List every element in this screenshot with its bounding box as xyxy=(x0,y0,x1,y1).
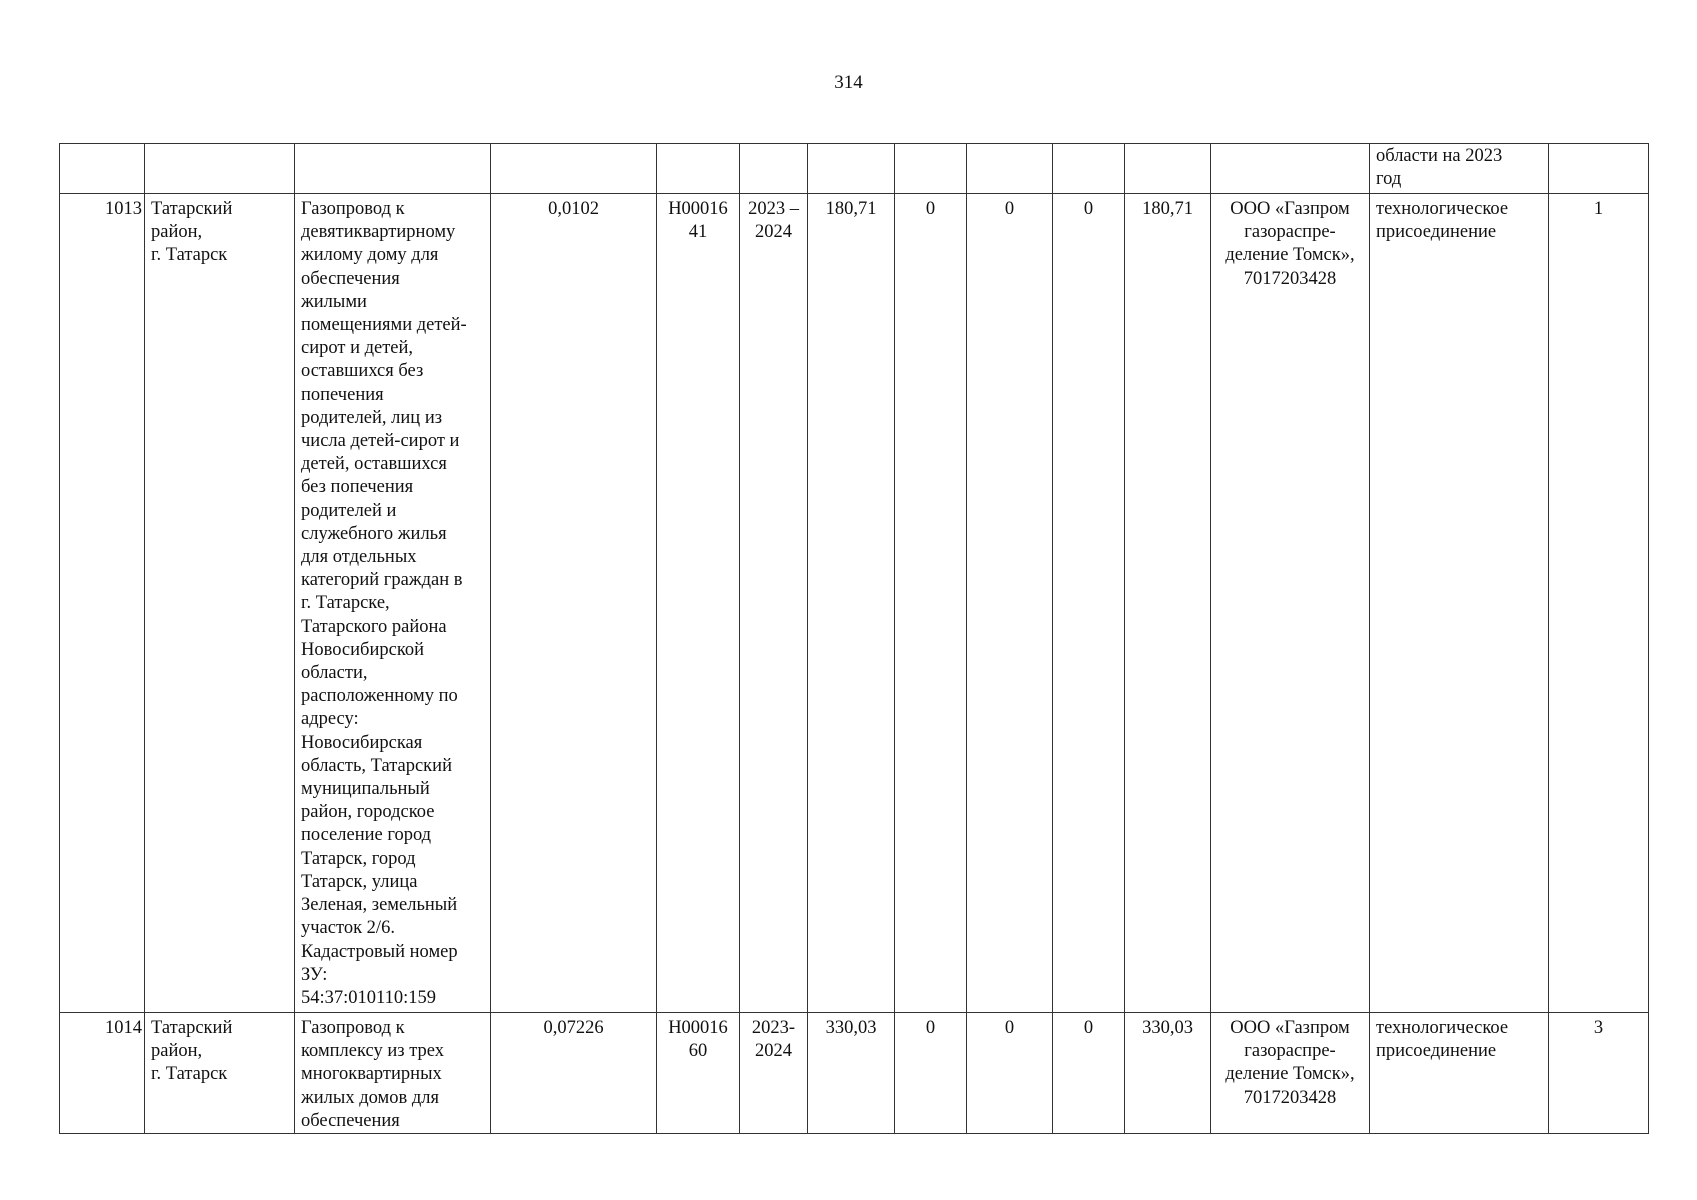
cell-period: 2023 – 2024 xyxy=(740,194,808,1013)
cell-total: 180,71 xyxy=(808,194,895,1013)
cell-basis: технологическое присоединение xyxy=(1370,194,1549,1013)
cell-empty xyxy=(967,144,1053,194)
cell-empty xyxy=(145,144,295,194)
cell-value: 0 xyxy=(1053,194,1125,1013)
cell-empty xyxy=(1053,144,1125,194)
cell-value: 0 xyxy=(967,194,1053,1013)
cell-object: Газопровод к девятиквартирному жилому дому для обеспечения жилыми помещениями детей- сирот и детей, оставшихся без попечения родителей, лиц из числа детей-сирот и детей, оставшихся без попечения родителей и служебного жилья для отдельных категорий граждан в г. Татарске, Татарского района Новосибирской области, расположенному по адресу: Новосибирская область, Татарский муниципальный район, городское поселение город Татарск, город Татарск, улица Зеленая, земельный участок 2/6. Кадастровый номер ЗУ: 54:37:010110:159 xyxy=(295,194,491,1013)
cell-code: Н00016 41 xyxy=(657,194,740,1013)
cell-object: Газопровод к комплексу из трех многоквартирных жилых домов для обеспечения xyxy=(295,1013,491,1134)
cell-total: 330,03 xyxy=(808,1013,895,1134)
cell-length: 0,07226 xyxy=(491,1013,657,1134)
cell-empty xyxy=(1549,144,1649,194)
cell-value: 0 xyxy=(895,194,967,1013)
cell-empty xyxy=(60,144,145,194)
cell-basis: технологическое присоединение xyxy=(1370,1013,1549,1134)
cell-value: 0 xyxy=(967,1013,1053,1134)
cell-district: Татарский район, г. Татарск xyxy=(145,1013,295,1134)
page-number: 314 xyxy=(834,72,863,93)
cell-value: 0 xyxy=(895,1013,967,1134)
cell-last: 3 xyxy=(1549,1013,1649,1134)
cell-value: 180,71 xyxy=(1125,194,1211,1013)
table-row xyxy=(60,194,1649,1013)
cell-empty xyxy=(808,144,895,194)
cell-last: 1 xyxy=(1549,194,1649,1013)
cell-code: Н00016 60 xyxy=(657,1013,740,1134)
data-table xyxy=(59,143,1649,1134)
cell-value: 330,03 xyxy=(1125,1013,1211,1134)
cell-empty xyxy=(657,144,740,194)
cell-period: 2023- 2024 xyxy=(740,1013,808,1134)
cell-empty xyxy=(895,144,967,194)
cell-number: 1014 xyxy=(60,1013,145,1134)
cell-value: 0 xyxy=(1053,1013,1125,1134)
cell-empty xyxy=(1211,144,1370,194)
cell-empty xyxy=(740,144,808,194)
cell-number: 1013 xyxy=(60,194,145,1013)
table-row xyxy=(60,1013,1649,1134)
cell-organization: ООО «Газпром газораспре- деление Томск», 7017203428 xyxy=(1211,194,1370,1013)
cell-basis: области на 2023 год xyxy=(1370,144,1549,194)
cell-district: Татарский район, г. Татарск xyxy=(145,194,295,1013)
cell-empty xyxy=(295,144,491,194)
cell-empty xyxy=(491,144,657,194)
cell-organization: ООО «Газпром газораспре- деление Томск», 7017203428 xyxy=(1211,1013,1370,1134)
table-row-continuation xyxy=(60,144,1649,194)
cell-length: 0,0102 xyxy=(491,194,657,1013)
cell-empty xyxy=(1125,144,1211,194)
